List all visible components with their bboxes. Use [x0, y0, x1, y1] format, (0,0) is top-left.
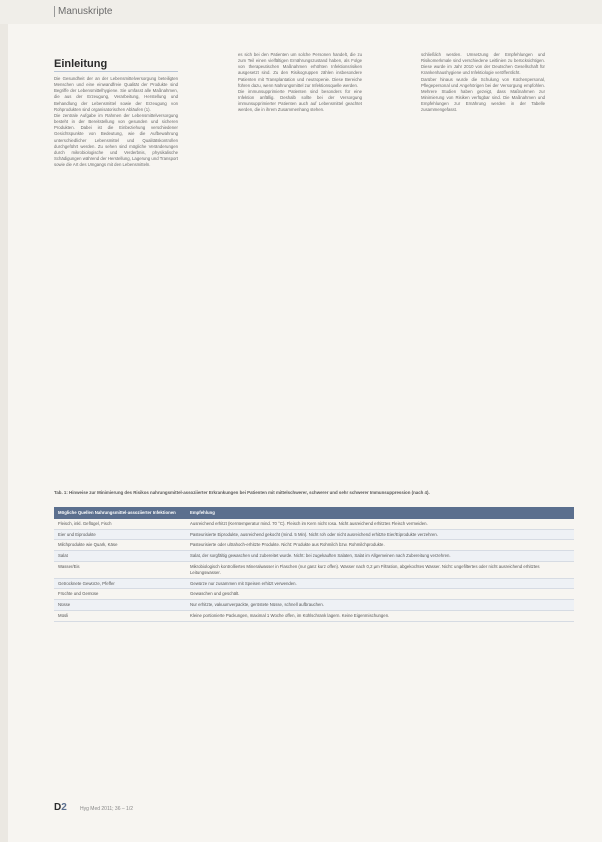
paragraph: Die Gesundheit der an der Lebensmittelversorgung beteiligten Menschen und eine einwandfreie Qualität der Produkte sind Begriffe der Lebensmittelhygiene. Sie umfasst alle Maßnahmen, die aus der Erzeugung, Verarbeitung, Herstellung und Behandlung der Lebensmittel sowie der Erzeugung von Rohprodukten sind organisatorischen Abläufen (1). — [54, 76, 178, 112]
table-row — [54, 540, 574, 551]
recommendation-cell: Gewaschen und geschält. — [186, 589, 574, 600]
table-header-row — [54, 507, 574, 519]
table-row — [54, 551, 574, 562]
recommendation-table — [54, 507, 574, 622]
recommendation-cell: Kleine portionierte Packungen, maximal 1 Woche offen, im Kühlschrank lagern. Keine Eigenmischungen. — [186, 610, 574, 621]
page-number — [54, 802, 67, 813]
paragraph: es sich bei den Patienten um solche Personen handelt, die zu zum Teil einen vielfältigen Ernährungszustand haben, als Folge von therapeutischen Maßnahmen erhöhten Infektionsrisiken ausgesetzt sind. Zu den Risikogruppen zählen insbesondere Patienten mit Transplantation und neutropenie. Diese Bereiche führen dazu, wenn Nahrungsmittel zur Infektionsquelle werden. — [238, 52, 362, 88]
recommendation-cell: Mikrobiologisch kontrolliertes Mineralwasser in Flaschen (nur ganz kurz offen). Wasser nach 0,2 µm Filtration, abgekochtes Wasser. Nicht: ungefiltertes oder nicht ausreichend erhitztes Leitungswasser. — [186, 561, 574, 578]
journal-reference: Hyg Med 2011; 36 – 1/2 — [80, 806, 133, 812]
paragraph: Die zentrale Aufgabe im Rahmen der Lebensmittelversorgung besteht in der Bereitstellung von gesunden und sicheren Produkten. Dabei ist die Einbeziehung verschiedener Gesichtspunkte von Bedeutung, wie die Aufbewahrung unterschiedlicher Lebensmittel und Qualitätskontrollen durchgeführt werden. Zu sehen sind mögliche Veränderungen durch mikrobiologische und Verderbnis, physikalische Schädigungen während der Herstellung, Lagerung und Transport sowie die Art des Umgangs mit den Lebensmitteln. — [54, 112, 178, 168]
source-cell: Eier und Eiprodukte — [54, 529, 186, 540]
section-label: Manuskripte — [54, 6, 112, 17]
recommendation-cell: Salat, der sorgfältig gewaschen und zubereitet wurde. Nicht: bei zugekauften Salaten, Salat im Allgemeinen nach Zubereitung verzehren. — [186, 551, 574, 562]
table-header-cell: Empfehlung — [186, 507, 574, 519]
table-row — [54, 561, 574, 578]
recommendation-cell: Pasteurisierte Eiprodukte, ausreichend gekocht (mind. 5 Min). Nicht roh oder nicht ausreichend erhitzte Eier/Eiprodukte verzehren. — [186, 529, 574, 540]
source-cell: Müsli — [54, 610, 186, 621]
paragraph: Darüber hinaus wurde die Schulung von Küchenpersonal, Pflegepersonal und Angehörigen bei der Versorgung empfohlen. Mehrere Studien haben gezeigt, dass Maßnahmen zur Minimierung von Risiken verfügbar sind. Die Maßnahmen und Empfehlungen zur Ernährung werden in der Tabelle zusammengefasst. — [421, 76, 545, 113]
table-row — [54, 600, 574, 611]
recommendation-cell: Ausreichend erhitzt (Kerntemperatur mind. 70 °C). Fleisch im Kern nicht rosa. Nicht ausreichend erhitztes Fleisch vermeiden. — [186, 519, 574, 529]
heading-divider — [54, 71, 178, 72]
source-cell: Milchprodukte wie Quark, Käse — [54, 540, 186, 551]
table-caption: Tab. 1: Hinweise zur Minimierung des Risikos nahrungsmittel-assoziierter Erkrankungen bei Patienten mit mittelschwerer, schwerer und sehr schwerer Immunsuppression (nach 4). — [54, 490, 430, 495]
source-cell: Fleisch, inkl. Geflügel, Fisch — [54, 519, 186, 529]
page-letter: D — [54, 802, 62, 813]
table-header-cell: Mögliche Quellen Nahrungsmittel-assoziierter Infektionen — [54, 507, 186, 519]
text-column-2 — [238, 52, 362, 114]
page-digit: 2 — [61, 802, 67, 813]
paragraph: schließlich werden. Umsetzung der Empfehlungen und Risikomerkmale sind verschiedene Leitlinien zu berücksichtigen. Diese wurde im Jahr 2010 von der Deutschen Gesellschaft für Krankenhaushygiene und Infektiologie veröffentlicht. — [421, 52, 545, 76]
source-cell: Nüsse — [54, 600, 186, 611]
source-cell: Früchte und Gemüse — [54, 589, 186, 600]
page-edge — [0, 0, 8, 842]
recommendation-cell: Pasteurisierte oder ultrahoch-erhitzte Produkte. Nicht: Produkte aus Rohmilch bzw. Rohmilchprodukte. — [186, 540, 574, 551]
source-cell: Salat — [54, 551, 186, 562]
recommendation-cell: Gewürze nur zusammen mit Speisen erhitzt verwenden. — [186, 578, 574, 589]
table-row — [54, 529, 574, 540]
table-row — [54, 610, 574, 621]
table-row — [54, 578, 574, 589]
table-row — [54, 519, 574, 529]
table-row — [54, 589, 574, 600]
article-heading: Einleitung — [54, 58, 108, 70]
text-column-1 — [54, 76, 178, 168]
source-cell: Wasser/Eis — [54, 561, 186, 578]
paragraph: Die immunsupprimierte Patienten sind besonders für eine Infektion anfällig. Deshalb sollte bei der Versorgung immunsupprimierter Patienten auch auf Lebensmittel geachtet werden, die in ihrem Zusammenhang stehen. — [238, 88, 362, 113]
text-column-3 — [421, 52, 545, 114]
source-cell: Getrocknete Gewürze, Pfeffer — [54, 578, 186, 589]
recommendation-cell: Nur erhitzte, vakuumverpackte, geröstete Nüsse, schnell aufbrauchen. — [186, 600, 574, 611]
